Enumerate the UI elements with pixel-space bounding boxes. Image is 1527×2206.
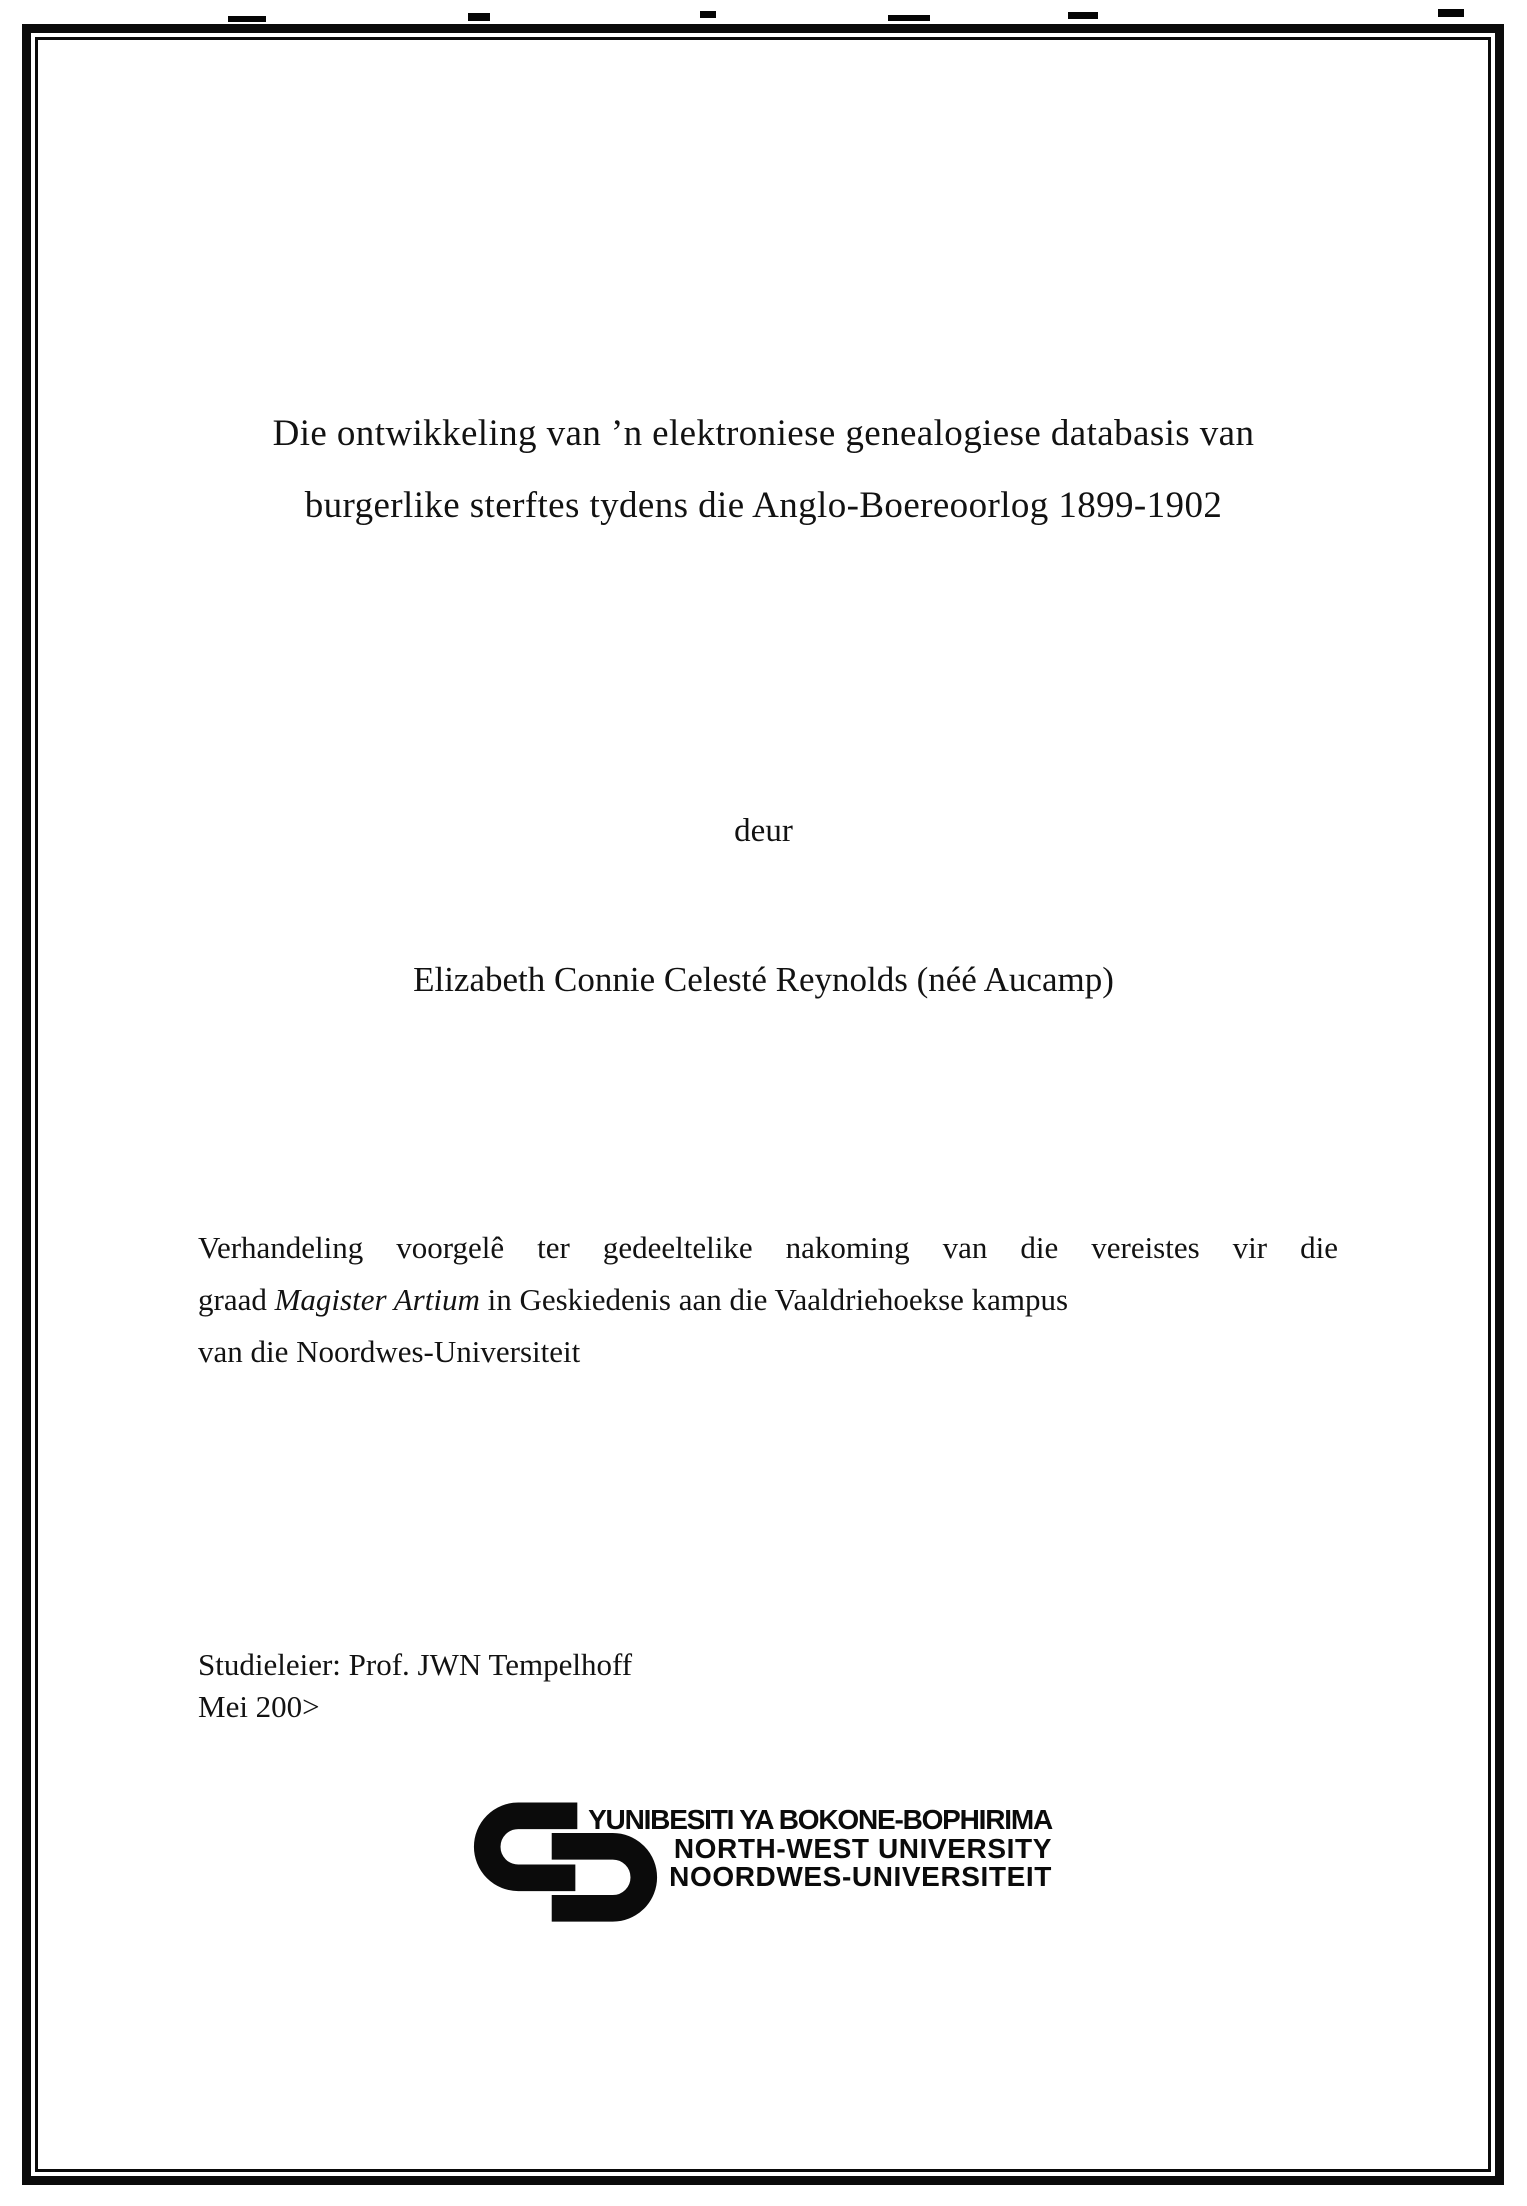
thesis-title-line-1: Die ontwikkeling van ’n elektroniese genealogiese databasis van: [272, 413, 1255, 454]
scan-artifact: [1068, 12, 1098, 19]
submission-line-3: van die Noordwes-Universiteit: [198, 1334, 581, 1369]
thesis-title: [80, 398, 1447, 542]
logo-text-afrikaans: NOORDWES-UNIVERSITEIT: [669, 1861, 1052, 1892]
scan-artifact: [700, 11, 716, 18]
byline-deur: deur: [734, 813, 793, 849]
submission-statement: [198, 1222, 1338, 1378]
supervisor-block: [198, 1644, 632, 1728]
submission-line-2: [198, 1274, 1338, 1326]
university-logo-text: [560, 1806, 1052, 1892]
scan-artifact: [1438, 9, 1464, 17]
submission-line-1: Verhandeling voorgelê ter gedeeltelike nakoming van die vereistes vir die: [198, 1230, 1338, 1265]
degree-name-italic: Magister Artium: [274, 1282, 480, 1317]
logo-text-english: NORTH-WEST UNIVERSITY: [673, 1832, 1052, 1864]
scan-artifact: [228, 16, 266, 22]
submission-line-2-suffix: in Geskiedenis aan die Vaaldriehoekse kampus: [479, 1282, 1069, 1317]
submission-line-2-prefix: graad: [198, 1282, 275, 1317]
thesis-title-line-2: burgerlike sterftes tydens die Anglo-Boereoorlog 1899-1902: [304, 485, 1223, 526]
scan-artifact: [888, 15, 930, 21]
logo-text-setswana: YUNIBESITI YA BOKONE-BOPHIRIMA: [588, 1804, 1052, 1835]
scan-artifact: [468, 13, 490, 21]
author-name: Elizabeth Connie Celesté Reynolds (néé Aucamp): [413, 960, 1114, 999]
supervisor-line: Studieleier: Prof. JWN Tempelhoff: [198, 1647, 633, 1682]
date-line: Mei 200>: [198, 1689, 320, 1724]
